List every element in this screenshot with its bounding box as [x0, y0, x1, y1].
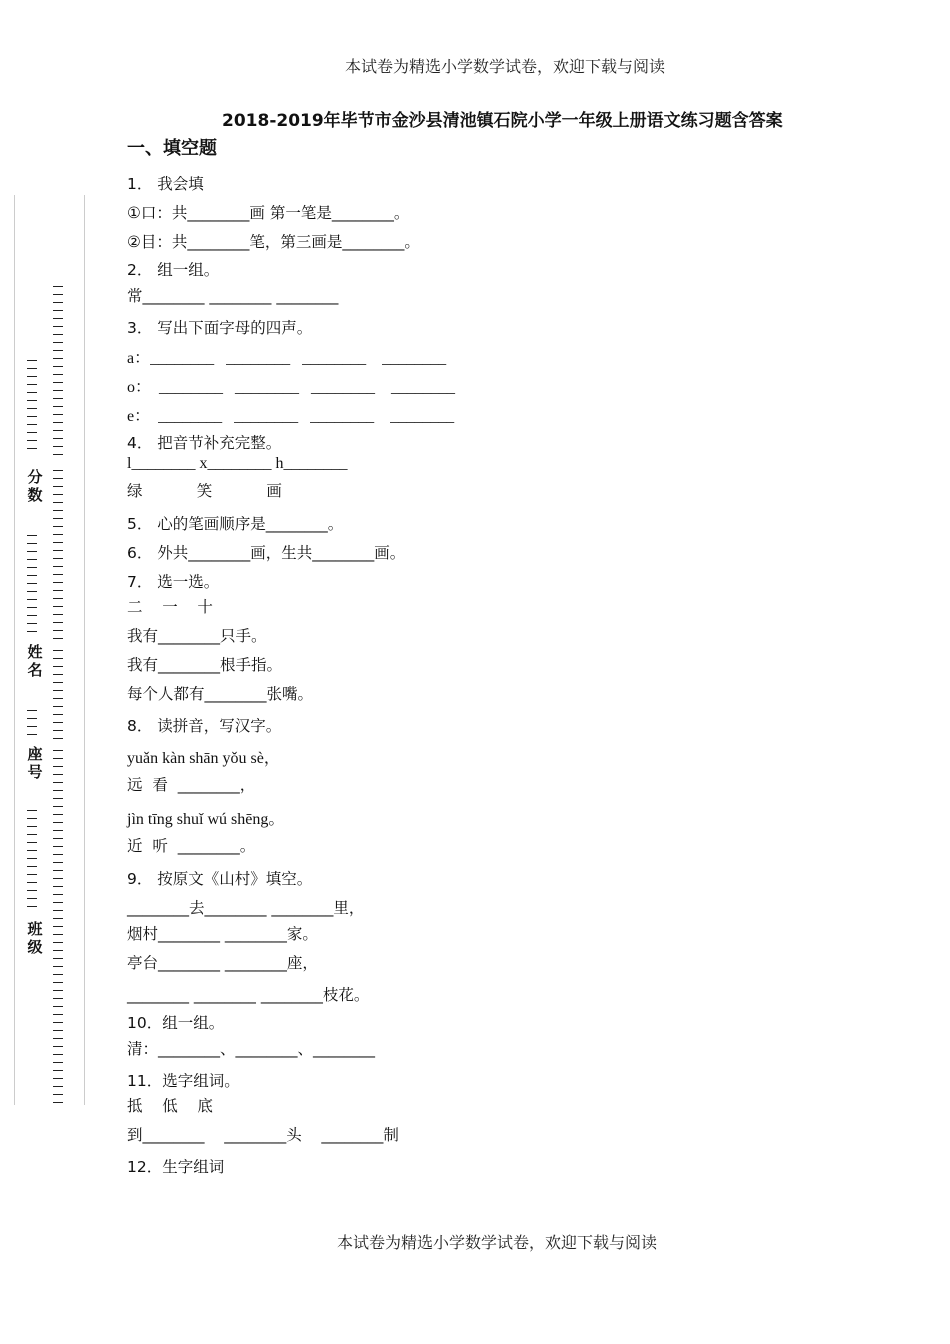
seat-label: 座号 [27, 745, 43, 781]
dash-column [53, 286, 63, 456]
question-line: yuǎn kàn shān yǒu sè， [127, 750, 280, 767]
dash-column [27, 710, 37, 740]
question-line: 我有________根手指。 [127, 656, 283, 674]
binding-margin [0, 0, 100, 1344]
question-6-title: 6． 外共________画，生共________画。 [127, 544, 406, 562]
question-line: 抵 低 底 [127, 1097, 213, 1115]
question-line: 每个人都有________张嘴。 [127, 685, 314, 703]
name-label: 姓名 [27, 643, 43, 679]
question-line: 远 看 ________， [127, 776, 256, 794]
question-line: ②目：共________笔，第三画是________。 [127, 233, 420, 251]
question-3-title: 3． 写出下面字母的四声。 [127, 319, 313, 337]
dash-column [27, 360, 37, 456]
dash-column [27, 535, 37, 635]
page-footer: 本试卷为精选小学数学试卷，欢迎下载与阅读 [337, 1233, 658, 1252]
question-11-title: 11．选字组词。 [127, 1072, 240, 1090]
binding-line-left [14, 195, 15, 1105]
question-line: 到________ ________头 ________制 [127, 1126, 399, 1144]
question-line: e： ________ ________ ________ ________ [127, 408, 455, 425]
score-label: 分数 [27, 468, 43, 504]
question-line: a：________ ________ ________ ________ [127, 350, 447, 367]
question-line: l________ x________ h________ [127, 455, 348, 472]
dash-column [53, 650, 63, 740]
question-line: 烟村________ ________家。 [127, 925, 318, 943]
question-7-title: 7． 选一选。 [127, 573, 220, 591]
question-line: ________ ________ ________枝花。 [127, 986, 370, 1004]
question-line: 我有________只手。 [127, 627, 267, 645]
question-2-title: 2． 组一组。 [127, 261, 220, 279]
page-header: 本试卷为精选小学数学试卷，欢迎下载与阅读 [345, 57, 666, 76]
question-line: jìn tīng shuǐ wú shēng。 [127, 811, 285, 828]
question-9-title: 9． 按原文《山村》填空。 [127, 870, 313, 888]
document-title: 2018-2019年毕节市金沙县清池镇石院小学一年级上册语文练习题含答案 [222, 111, 783, 131]
question-1-title: 1． 我会填 [127, 175, 204, 193]
question-8-title: 8． 读拼音，写汉字。 [127, 717, 282, 735]
question-4-title: 4． 把音节补充完整。 [127, 434, 282, 452]
question-line: 二 一 十 [127, 598, 213, 616]
question-line: 绿 笑 画 [127, 482, 282, 500]
question-line: 近 听 ________。 [127, 837, 256, 855]
question-line: 常________ ________ ________ [127, 287, 339, 305]
question-line: 清：________、________、________ [127, 1040, 376, 1058]
question-line: ________去________ ________里， [127, 899, 365, 917]
class-label: 班级 [27, 920, 43, 956]
question-line: ①口：共________画 第一笔是________。 [127, 204, 410, 222]
question-line: o： ________ ________ ________ ________ [127, 379, 456, 396]
question-line: 亭台________ ________座， [127, 954, 318, 972]
question-10-title: 10．组一组。 [127, 1014, 225, 1032]
section-heading: 一、填空题 [127, 138, 217, 159]
question-5-title: 5． 心的笔画顺序是________。 [127, 515, 344, 533]
dash-column [53, 750, 63, 1105]
dash-column [53, 470, 63, 640]
question-12-title: 12．生字组词 [127, 1158, 225, 1176]
binding-line-right [84, 195, 85, 1105]
dash-column [27, 810, 37, 910]
